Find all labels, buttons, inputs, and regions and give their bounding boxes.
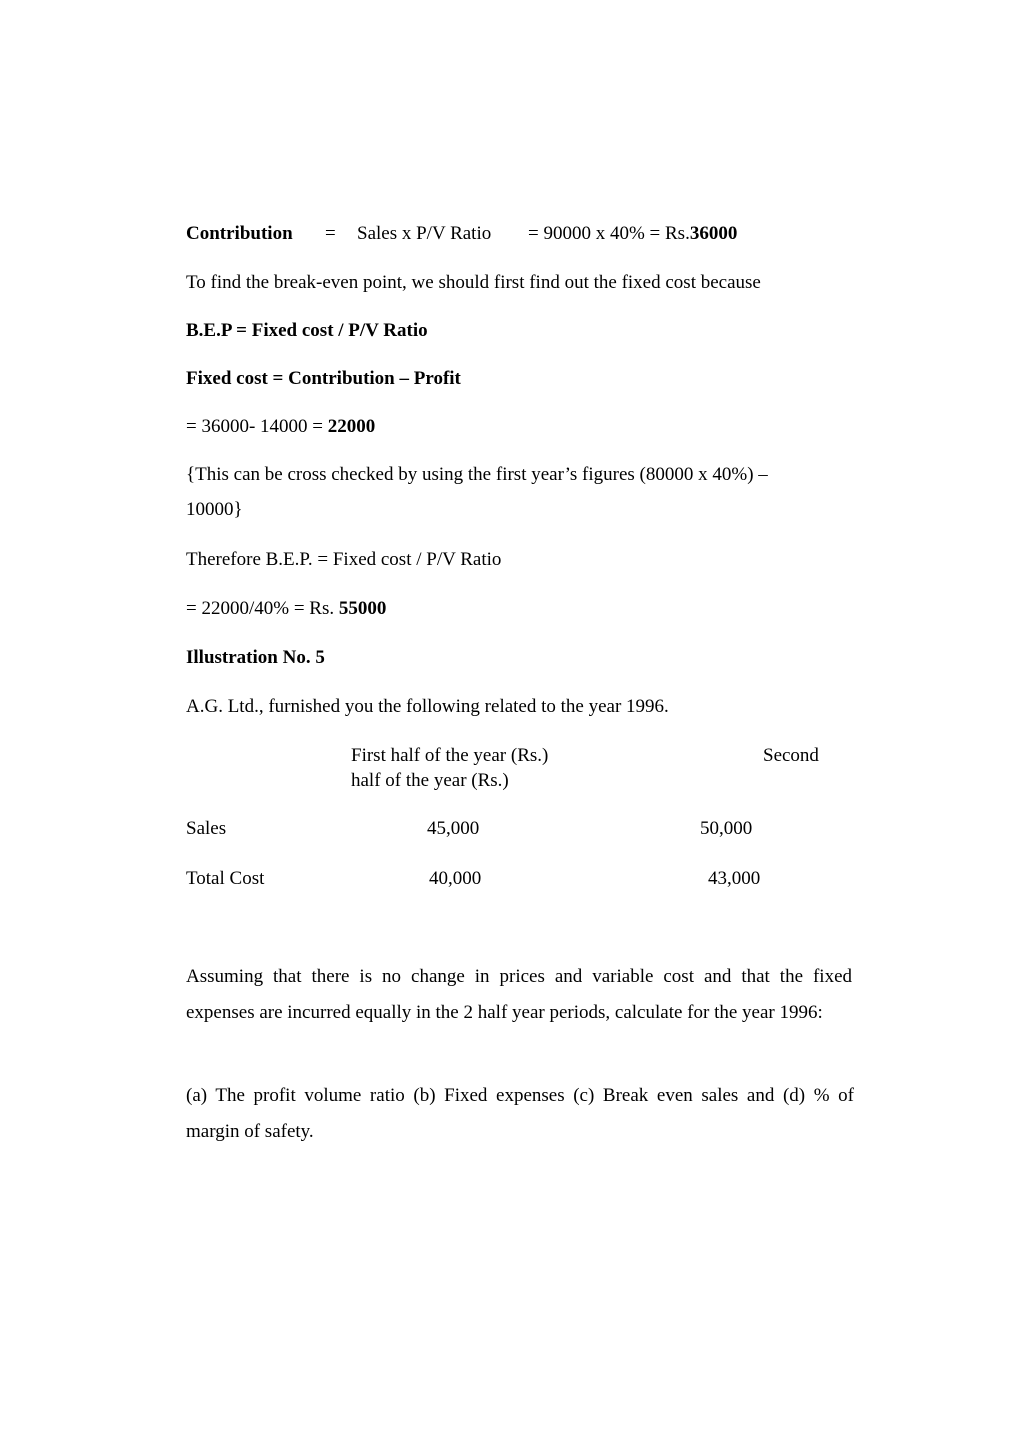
cross-check-line-1: {This can be cross checked by using the first year’s figures (80000 x 40%) –: [186, 464, 768, 485]
cross-check-line-2: 10000}: [186, 499, 243, 520]
question-paragraph: Assuming that there is no change in prices and variable cost and that the fixed expenses are incurred equally in the 2 half year periods, calculate for the year 1996:: [186, 966, 852, 1023]
table-row-label: Total Cost: [186, 868, 265, 889]
table-header-second: Second: [763, 745, 819, 766]
bep-result: 55000: [338, 598, 387, 619]
table-cell-second: 50,000: [700, 818, 753, 839]
table-cell-second: 43,000: [708, 868, 761, 889]
illustration-intro: A.G. Ltd., furnished you the following related to the year 1996.: [186, 696, 669, 717]
fixed-cost-calc-text: = 36000- 14000 =: [186, 416, 328, 437]
table-header-second-continued: half of the year (Rs.): [351, 770, 509, 791]
fixed-cost-result: 22000: [327, 416, 376, 437]
fixed-cost-calc: [186, 416, 375, 438]
bep-calc: [186, 598, 386, 620]
contribution-result: 36000: [689, 223, 738, 244]
fixed-cost-formula: Fixed cost = Contribution – Profit: [186, 368, 461, 389]
table-row-label: Sales: [186, 818, 227, 839]
question-parts: (a) The profit volume ratio (b) Fixed expenses (c) Break even sales and (d) % of margin of safety.: [186, 1085, 854, 1142]
therefore-bep: Therefore B.E.P. = Fixed cost / P/V Ratio: [186, 549, 502, 570]
table-cell-first: 45,000: [427, 818, 480, 839]
contribution-formula: Sales x P/V Ratio: [357, 223, 492, 244]
contribution-label: Contribution: [186, 223, 293, 244]
bep-calc-text: = 22000/40% = Rs.: [186, 598, 339, 619]
contribution-calc: [528, 223, 737, 245]
contribution-equals: =: [325, 223, 336, 244]
contribution-calc-text: = 90000 x 40% = Rs.: [528, 223, 690, 244]
table-cell-first: 40,000: [429, 868, 482, 889]
bep-formula: B.E.P = Fixed cost / P/V Ratio: [186, 320, 428, 341]
table-header-first: First half of the year (Rs.): [351, 745, 549, 766]
bep-intro: To find the break-even point, we should first find out the fixed cost because: [186, 272, 761, 293]
illustration-title: Illustration No. 5: [186, 647, 325, 668]
